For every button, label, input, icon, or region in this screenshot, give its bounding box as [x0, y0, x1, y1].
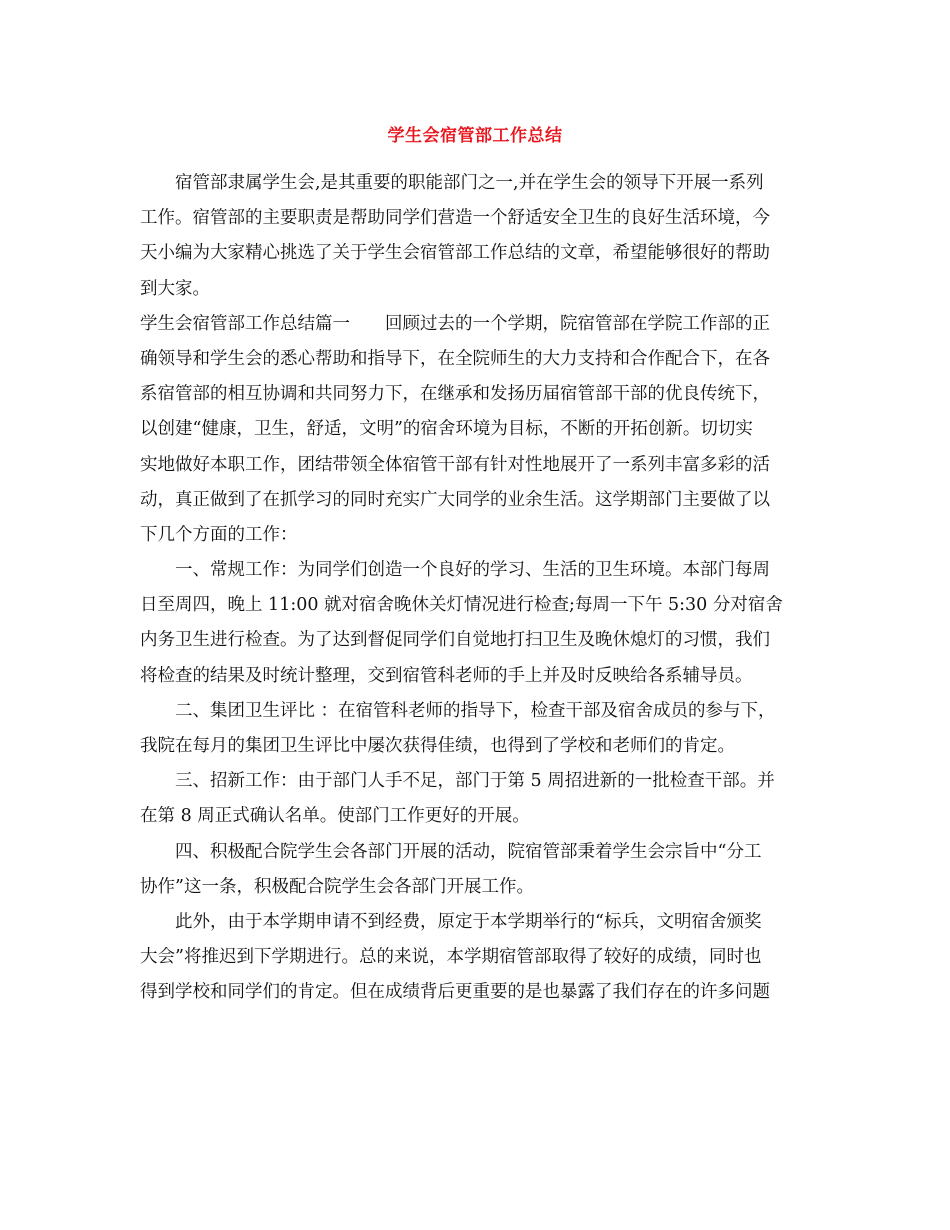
- text-line: 实地做好本职工作，团结带领全体宿管干部有针对性地展开了一系列丰富多彩的活: [140, 454, 770, 475]
- text-line: 系宿管部的相互协调和共同努力下，在继承和发扬历届宿管部干部的优良传统下，: [140, 384, 770, 405]
- text-line: 将检查的结果及时统计整理，交到宿管科老师的手上并及时反映给各系辅导员。: [140, 665, 753, 686]
- text-line: 四、积极配合院学生会各部门开展的活动，院宿管部秉着学生会宗旨中“分工: [175, 841, 762, 862]
- text-line: 此外，由于本学期申请不到经费，原定于本学期举行的“标兵，文明宿舍颁奖: [175, 911, 762, 932]
- text-line: 得到学校和同学们的肯定。但在成绩背后更重要的是也暴露了我们存在的许多问题: [140, 982, 770, 1003]
- document-body: [140, 166, 812, 1011]
- text-line: 工作。宿管部的主要职责是帮助同学们营造一个舒适安全卫生的良好生活环境，今: [140, 208, 770, 229]
- text-line: 二、集团卫生评比 ：在宿管科老师的指导下，检查干部及宿舍成员的参与下，: [175, 700, 776, 721]
- text-line: 协作”这一条，积极配合院学生会各部门开展工作。: [140, 876, 534, 897]
- text-line: 确领导和学生会的悉心帮助和指导下，在全院师生的大力支持和合作配合下，在各: [140, 348, 770, 369]
- text-line: 以创建“健康，卫生，舒适，文明”的宿舍环境为目标，不断的开拓创新。切切实: [140, 419, 753, 440]
- text-line: 三、招新工作：由于部门人手不足，部门于第 5 周招进新的一批检查干部。并: [175, 771, 775, 792]
- text-line: 下几个方面的工作：: [140, 524, 298, 545]
- text-line: 天小编为大家精心挑选了关于学生会宿管部工作总结的文章，希望能够很好的帮助: [140, 243, 770, 264]
- text-line: 动，真正做到了在抓学习的同时充实广大同学的业余生活。这学期部门主要做了以: [140, 489, 770, 510]
- text-line: 在第 8 周正式确认名单。使部门工作更好的开展。: [140, 806, 530, 827]
- text-line: 大会”将推迟到下学期进行。总的来说，本学期宿管部取得了较好的成绩，同时也: [140, 947, 762, 968]
- text-line: 到大家。: [140, 278, 210, 299]
- text-line: 我院在每月的集团卫生评比中屡次获得佳绩，也得到了学校和老师们的肯定。: [140, 736, 735, 756]
- text-line: 宿管部隶属学生会,是其重要的职能部门之一,并在学生会的领导下开展一系列: [175, 173, 764, 193]
- text-line: 内务卫生进行检查。为了达到督促同学们自觉地打扫卫生及晚休熄灯的习惯，我们: [140, 630, 770, 651]
- text-line: 学生会宿管部工作总结篇一 回顾过去的一个学期，院宿管部在学院工作部的正: [140, 313, 770, 334]
- text-line: 一、常规工作：为同学们创造一个良好的学习、生活的卫生环境。本部门每周: [175, 560, 770, 581]
- text-line: 日至周四，晚上 11:00 就对宿舍晚休关灯情况进行检查;每周一下午 5:30 分对宿舍: [140, 595, 783, 616]
- document-title: 学生会宿管部工作总结: [387, 126, 563, 146]
